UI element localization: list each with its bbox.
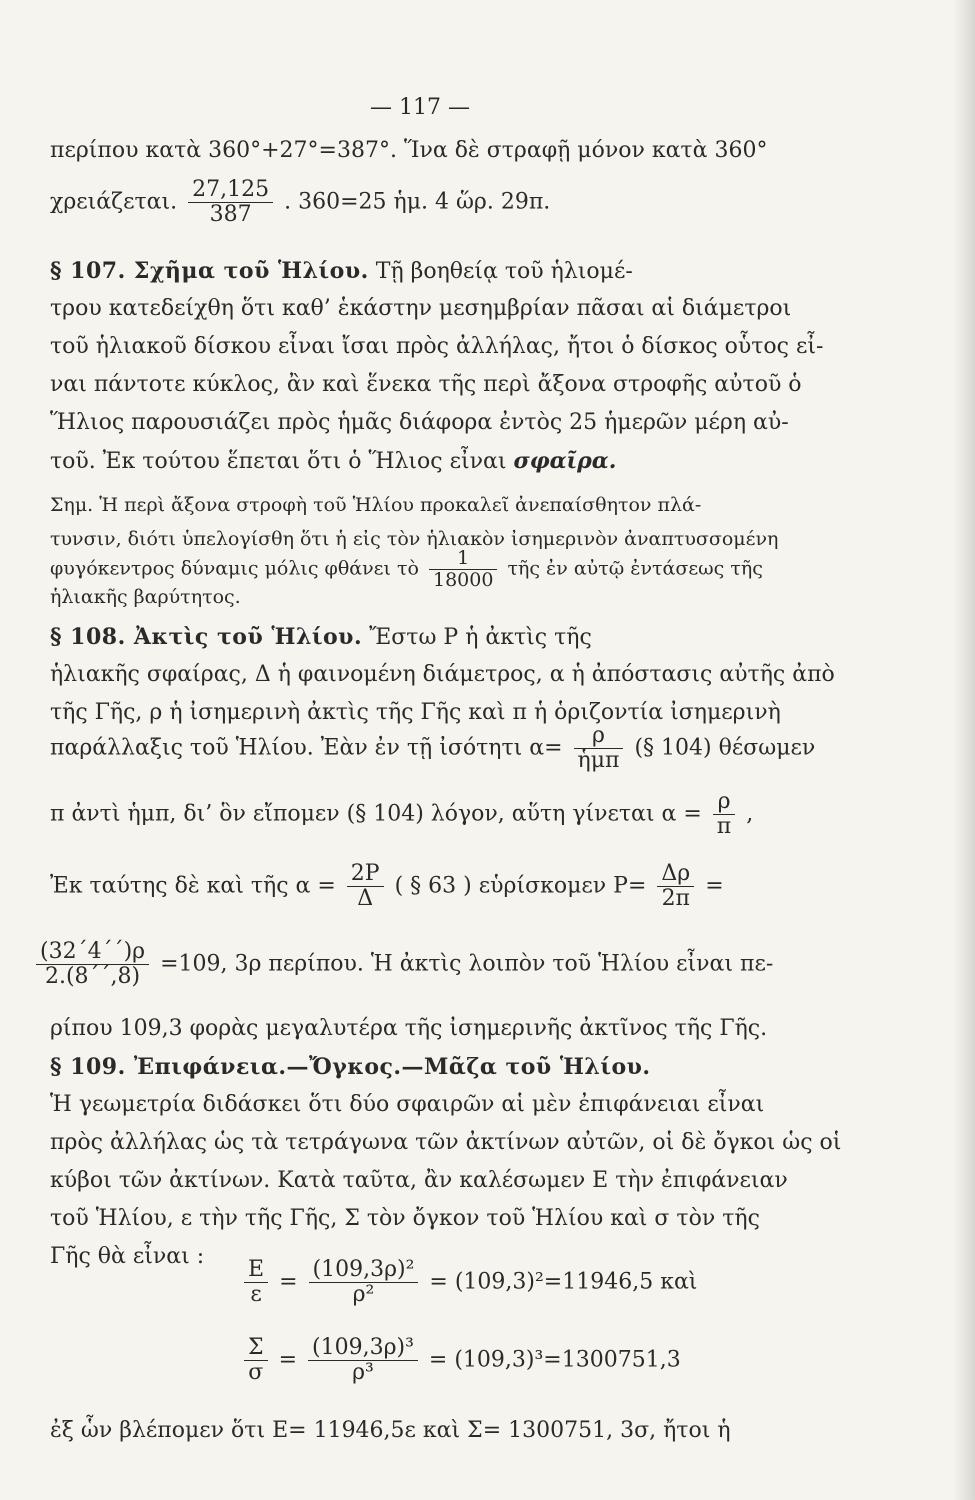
text-line: Ἥλιος παρουσιάζει πρὸς ἡμᾶς διάφορα ἐντὸς 25 ἡμερῶν μέρη αὐ- [50, 410, 789, 435]
fraction [574, 724, 624, 773]
fraction-numerator: (32΄4΄΄)ρ [36, 940, 149, 965]
equals-sign: = [278, 1347, 297, 1373]
section-107-line [50, 252, 633, 291]
text-line: ναι πάντοτε κύκλος, ἂν καὶ ἕνεκα τῆς περὶ ἄξονα στροφῆς αὐτοῦ ὁ [50, 372, 802, 397]
section-heading-109 [50, 1048, 651, 1087]
text-fragment: χρειάζεται. [50, 189, 178, 215]
note-line: Σημ. Ἡ περὶ ἄξονα στροφὴ τοῦ Ἡλίου προκαλεῖ ἀνεπαίσθητον πλά- [50, 494, 702, 516]
text-line: τρου κατεδείχθη ὅτι καθ’ ἑκάστην μεσημβρίαν πᾶσαι αἱ διάμετροι [50, 296, 792, 321]
fraction [244, 1258, 268, 1307]
fraction [188, 178, 273, 227]
text-line-fraction [50, 178, 550, 227]
text-fragment: Ἐκ ταύτης δὲ καὶ τῆς α = [50, 873, 336, 899]
note-line: τυνσιν, διότι ὑπελογίσθη ὅτι ἡ εἰς τὸν ἡλιακὸν ἰσημερινὸν ἀναπτυσσομένη [50, 528, 779, 550]
equation-volume [240, 1336, 681, 1385]
text-fragment: Τῇ βοηθείᾳ τοῦ ἡλιομέ- [375, 259, 633, 284]
text-fragment: τῆς ἐν αὐτῷ ἐντάσεως τῆς [507, 557, 763, 580]
fraction-denominator: 2π [661, 886, 691, 912]
fraction-denominator: 387 [209, 202, 252, 228]
fraction-numerator: Σ [244, 1336, 268, 1361]
emphasis-sphere: σφαῖρα. [513, 448, 617, 474]
fraction-numerator: Ε [244, 1258, 268, 1283]
text-fragment: ( § 63 ) εὑρίσκομεν Ρ= [394, 873, 647, 899]
text-line: ἡλιακῆς σφαίρας, Δ ἡ φαινομένη διάμετρος, α ἡ ἀπόστασις αὐτῆς ἀπὸ [50, 662, 835, 687]
fraction [308, 1336, 418, 1385]
text-fragment: παράλλαξις τοῦ Ἡλίου. Ἐὰν ἐν τῇ ἰσότητι α= [50, 735, 563, 761]
section-heading-107: § 107. Σχῆμα τοῦ Ἡλίου. [50, 258, 369, 284]
text-line: πρὸς ἀλλήλας ὡς τὰ τετράγωνα τῶν ἀκτίνων αὐτῶν, οἱ δὲ ὄγκοι ὡς οἱ [50, 1130, 842, 1155]
text-line: ἐξ ὧν βλέπομεν ὅτι Ε= 11946,5ε καὶ Σ= 1300751, 3σ, ἤτοι ἡ [50, 1418, 731, 1443]
text-fragment: (§ 104) θέσωμεν [634, 735, 816, 761]
fraction-numerator: Δρ [657, 862, 694, 887]
text-line: περίπου κατὰ 360°+27°=387°. Ἵνα δὲ στραφῇ μόνον κατὰ 360° [50, 138, 768, 163]
fraction-denominator: Δ [357, 886, 374, 912]
fraction [347, 862, 384, 911]
section-108-line [50, 618, 592, 657]
fraction-numerator: (109,3ρ)³ [308, 1336, 418, 1361]
text-line: τοῦ ἡλιακοῦ δίσκου εἶναι ἴσαι πρὸς ἀλλήλας, ἤτοι ὁ δίσκος οὗτος εἶ- [50, 334, 824, 359]
fraction [713, 790, 735, 839]
text-line-fraction [40, 939, 774, 990]
fraction-denominator: ε [250, 1282, 262, 1308]
text-line: τῆς Γῆς, ρ ἡ ἰσημερινὴ ἀκτὶς τῆς Γῆς καὶ π ἡ ὁριζοντία ἰσημερινὴ [50, 700, 781, 725]
text-line: Γῆς θὰ εἶναι : [50, 1244, 205, 1269]
fraction-denominator: 2.(8΄΄,8) [44, 964, 141, 990]
text-line: ρίπου 109,3 φορὰς μεγαλυτέρα τῆς ἰσημερινῆς ἀκτῖνος τῆς Γῆς. [50, 1016, 768, 1041]
text-fragment: Ἔστω Ρ ἡ ἀκτὶς τῆς [369, 625, 592, 650]
equation-surface [240, 1258, 697, 1307]
fraction [309, 1258, 419, 1307]
section-heading-108: § 108. Ἀκτὶς τοῦ Ἡλίου. [50, 624, 363, 650]
text-fragment: = (109,3)³=1300751,3 [428, 1347, 681, 1373]
text-line [50, 442, 616, 481]
fraction-denominator: ἡμπ [577, 748, 620, 774]
text-line: τοῦ Ἡλίου, ε τὴν τῆς Γῆς, Σ τὸν ὄγκον τοῦ Ἡλίου καὶ σ τὸν τῆς [50, 1206, 760, 1231]
equals-sign: = [279, 1269, 298, 1295]
note-line: ἡλιακῆς βαρύτητος. [50, 586, 241, 608]
section-heading-109-text: § 109. Ἐπιφάνεια.—Ὄγκος.—Μᾶζα τοῦ Ἡλίου. [50, 1054, 651, 1080]
text-fragment: = [705, 873, 724, 899]
text-fragment: = (109,3)²=11946,5 καὶ [429, 1269, 698, 1295]
fraction-denominator: π [716, 814, 732, 840]
fraction [36, 940, 149, 989]
fraction-denominator: ρ³ [352, 1360, 374, 1386]
fraction-numerator: (109,3ρ)² [309, 1258, 419, 1283]
text-line-fraction [50, 790, 753, 839]
text-line-fraction [50, 724, 815, 773]
text-line: Ἡ γεωμετρία διδάσκει ὅτι δύο σφαιρῶν αἱ μὲν ἐπιφάνειαι εἶναι [50, 1092, 765, 1117]
fraction [244, 1336, 268, 1385]
fraction [657, 862, 694, 911]
fraction-numerator: 27,125 [188, 178, 273, 203]
fraction-denominator: ρ² [352, 1282, 375, 1308]
text-line-fraction [50, 862, 724, 911]
fraction-numerator: 2Ρ [347, 862, 384, 887]
text-fragment: φυγόκεντρος δύναμις μόλις φθάνει τὸ [50, 557, 419, 580]
text-fragment: . 360=25 ἡμ. 4 ὥρ. 29π. [284, 189, 551, 215]
fraction-numerator: 1 [429, 548, 497, 570]
page-number: — 117 — [370, 95, 470, 120]
fraction-denominator: 18000 [432, 568, 494, 591]
text-fragment: =109, 3ρ περίπου. Ἡ ἀκτὶς λοιπὸν τοῦ Ἡλίου εἶναι πε- [160, 951, 774, 977]
fraction-denominator: σ [248, 1360, 264, 1386]
text-fragment: , [746, 801, 754, 827]
fraction [429, 548, 497, 591]
text-fragment: π ἀντὶ ἡμπ, δι’ ὃν εἴπομεν (§ 104) λόγον, αὕτη γίνεται α = [50, 801, 702, 827]
fraction-numerator: ρ [713, 790, 735, 815]
text-fragment: τοῦ. Ἐκ τούτου ἕπεται ὅτι ὁ Ἥλιος εἶναι [50, 449, 507, 474]
page-edge-shadow [953, 0, 975, 1500]
text-line: κύβοι τῶν ἀκτίνων. Κατὰ ταῦτα, ἂν καλέσωμεν Ε τὴν ἐπιφάνειαν [50, 1168, 788, 1193]
fraction-numerator: ρ [574, 724, 624, 749]
